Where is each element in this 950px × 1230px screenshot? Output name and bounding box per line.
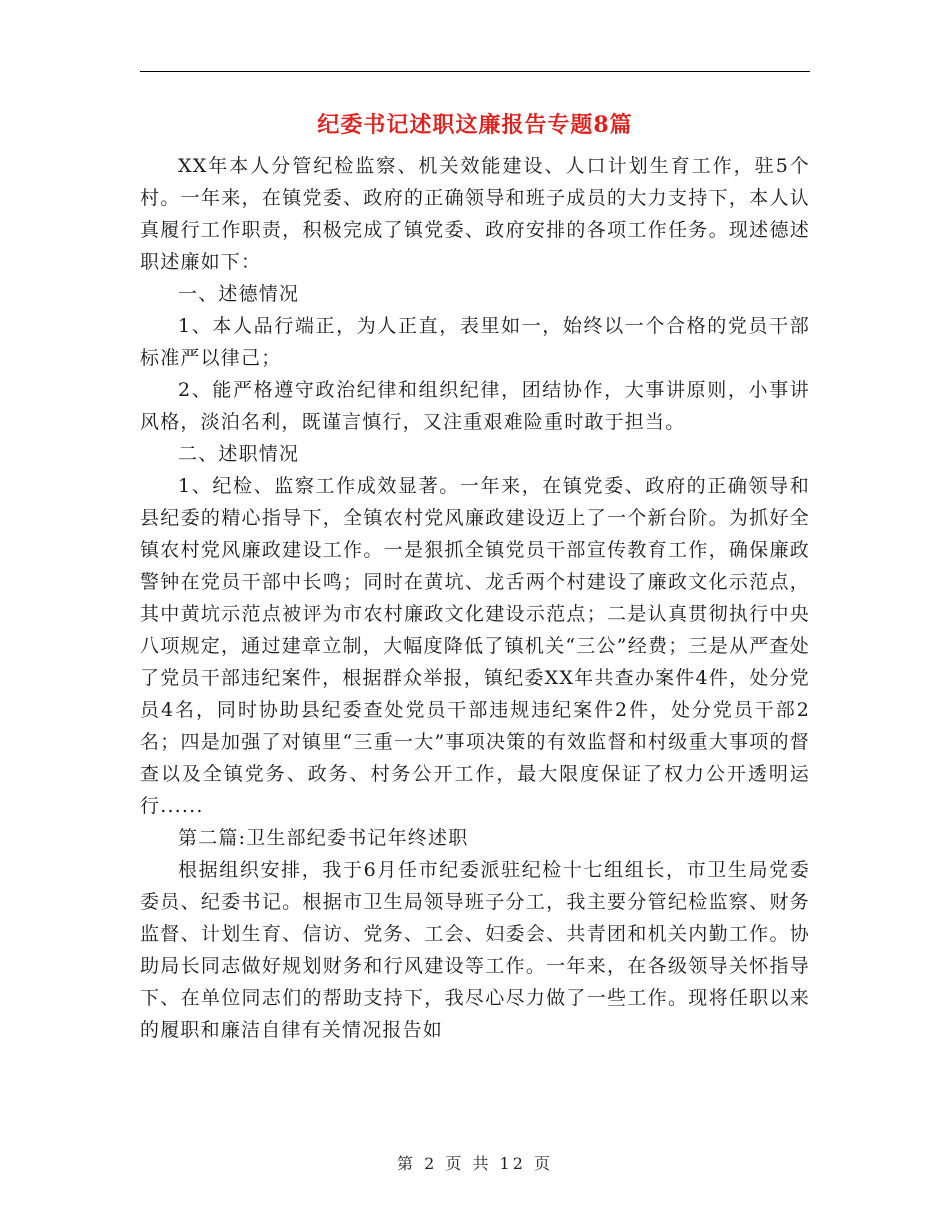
section-heading-duty: 二、述职情况	[178, 443, 300, 465]
intro-paragraph: XX年本人分管纪检监察、机关效能建设、人口计划生育工作，驻5个村。一年来，在镇党委、政府的正确领导和班子成员的大力支持下，本人认真履行工作职责，积极完成了镇党委、政府安排的各项工作任务。现述德述职述廉如下：	[140, 155, 810, 273]
page-number-footer: 第 2 页 共 12 页	[397, 1154, 553, 1173]
duty-item-1: 1、纪检、监察工作成效显著。一年来，在镇党委、政府的正确领导和县纪委的精心指导下，全镇农村党风廉政建设迈上了一个新台阶。为抓好全镇农村党风廉政建设工作。一是狠抓全镇党员干部宣传教育工作，确保廉政警钟在党员干部中长鸣；同时在黄坑、龙舌两个村建设了廉政文化示范点，其中黄坑示范点被评为市农村廉政文化建设示范点；二是认真贯彻执行中央八项规定，通过建章立制，大幅度降低了镇机关“三公”经费；三是从严查处了党员干部违纪案件，根据群众举报，镇纪委XX年共查办案件4件，处分党员4名，同时协助县纪委查处党员干部违规违纪案件2件，处分党员干部2名；四是加强了对镇里“三重一大”事项决策的有效监督和村级重大事项的督查以及全镇党务、政务、村务公开工作，最大限度保证了权力公开透明运行......	[140, 475, 810, 817]
morality-item-1: 1、本人品行端正，为人正直，表里如一，始终以一个合格的党员干部标准严以律己；	[140, 315, 810, 369]
section-heading-morality: 一、述德情况	[178, 283, 300, 305]
header-rule	[140, 71, 810, 72]
document-title: 纪委书记述职这廉报告专题8篇	[317, 112, 633, 138]
morality-item-2: 2、能严格遵守政治纪律和组织纪律，团结协作，大事讲原则，小事讲风格，淡泊名利，既谨言慎行，又注重艰难险重时敢于担当。	[140, 379, 810, 433]
document-body	[140, 150, 810, 1046]
article-2-paragraph: 根据组织安排，我于6月任市纪委派驻纪检十七组组长，市卫生局党委委员、纪委书记。根据市卫生局领导班子分工，我主要分管纪检监察、财务监督、计划生育、信访、党务、工会、妇委会、共青团和机关内勤工作。协助局长同志做好规划财务和行风建设等工作。一年来，在各级领导关怀指导下、在单位同志们的帮助支持下，我尽心尽力做了一些工作。现将任职以来的履职和廉洁自律有关情况报告如	[140, 859, 810, 1041]
article-2-heading: 第二篇:卫生部纪委书记年终述职	[178, 827, 469, 849]
